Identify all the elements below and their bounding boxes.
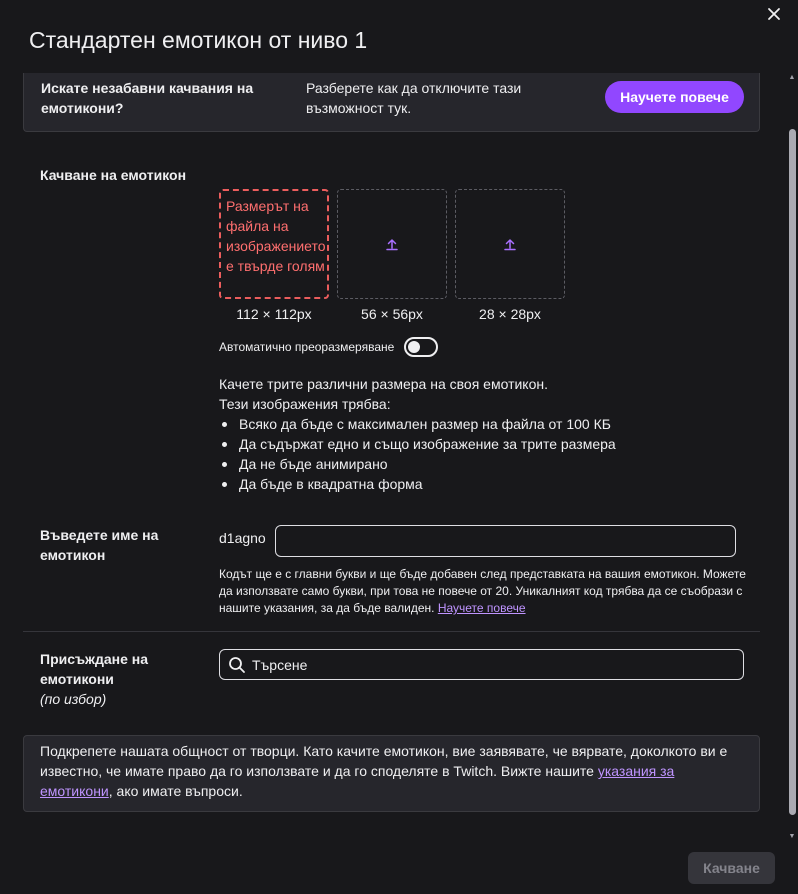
scroll-up-icon[interactable]: ▲: [788, 73, 796, 81]
upload-slot-28[interactable]: [455, 189, 565, 299]
auto-resize-row: [219, 337, 438, 357]
list-item: Да съдържат едно и също изображение за трите размера: [219, 434, 739, 454]
upload-slot-112[interactable]: [219, 189, 329, 299]
search-icon: [228, 656, 246, 674]
community-notice: [23, 735, 760, 812]
requirements-list: [219, 414, 739, 494]
scrollbar[interactable]: [788, 73, 796, 840]
auto-resize-label: Автоматично преоразмеряване: [219, 340, 395, 354]
file-size-error: Размерът на файла на изображението е твърде голям: [226, 198, 326, 274]
emote-guidelines-link[interactable]: указания за емотикони: [40, 763, 675, 799]
emote-prefix: d1agno: [219, 530, 266, 546]
assign-label-text: Присъждане на емотикони: [40, 651, 149, 687]
assign-emotes-label: [40, 649, 190, 709]
notice-text-end: , ако имате въпроси.: [108, 783, 243, 799]
notice-text: Подкрепете нашата общност от творци. Като качите емотикон, вие заявявате, че вярвате, доколкото ви е известно, че имате право да го използвате и да го споделяте в Twitch. Вижте нашите: [40, 743, 728, 779]
search-box[interactable]: [219, 649, 744, 680]
emote-name-label: Въведете име на емотикон: [40, 527, 159, 563]
section-divider: [23, 631, 760, 632]
slot-size-label-112: 112 × 112px: [236, 306, 312, 322]
slot-size-label-56: 56 × 56px: [361, 306, 423, 322]
scrollbar-thumb[interactable]: [789, 129, 796, 815]
instant-upload-banner: [23, 73, 760, 132]
dialog-body[interactable]: [0, 73, 786, 840]
list-item: Да бъде в квадратна форма: [219, 474, 739, 494]
upload-submit-button[interactable]: Качване: [688, 852, 775, 884]
instructions-intro: Качете трите различни размера на своя емотикон.: [219, 376, 548, 392]
banner-description: Разберете как да отключите тази възможност тук.: [306, 80, 522, 116]
emote-name-help: [219, 566, 749, 617]
learn-more-button[interactable]: Научете повече: [605, 81, 744, 113]
close-button[interactable]: [764, 4, 784, 24]
upload-slot-56[interactable]: [337, 189, 447, 299]
list-item: Всяко да бъде с максимален размер на файла от 100 КБ: [219, 414, 739, 434]
instructions-intro-2: Тези изображения трябва:: [219, 396, 391, 412]
toggle-knob: [408, 341, 420, 353]
upload-icon: [385, 237, 399, 251]
optional-label: (по избор): [40, 691, 107, 707]
dialog-title: Стандартен емотикон от ниво 1: [29, 27, 368, 53]
banner-question: Искате незабавни качвания на емотикони?: [41, 80, 254, 116]
scroll-down-icon[interactable]: ▼: [788, 832, 796, 840]
search-input[interactable]: [252, 657, 743, 673]
list-item: Да не бъде анимирано: [219, 454, 739, 474]
help-learn-more-link[interactable]: Научете повече: [437, 601, 526, 615]
slot-size-label-28: 28 × 28px: [479, 306, 541, 322]
auto-resize-toggle[interactable]: [404, 337, 438, 357]
upload-section-label: Качване на емотикон: [40, 167, 187, 183]
close-icon: [767, 7, 781, 21]
upload-icon: [503, 237, 517, 251]
emote-name-input[interactable]: [275, 525, 736, 557]
upload-instructions: [219, 374, 739, 494]
help-text: Кодът ще е с главни букви и ще бъде добавен след представката на вашия емотикон. Можете да използвате само букви, при това не повече от 20. Уникалният код трябва да се съобрази с нашите указания, за да бъде валиден.: [219, 567, 746, 615]
